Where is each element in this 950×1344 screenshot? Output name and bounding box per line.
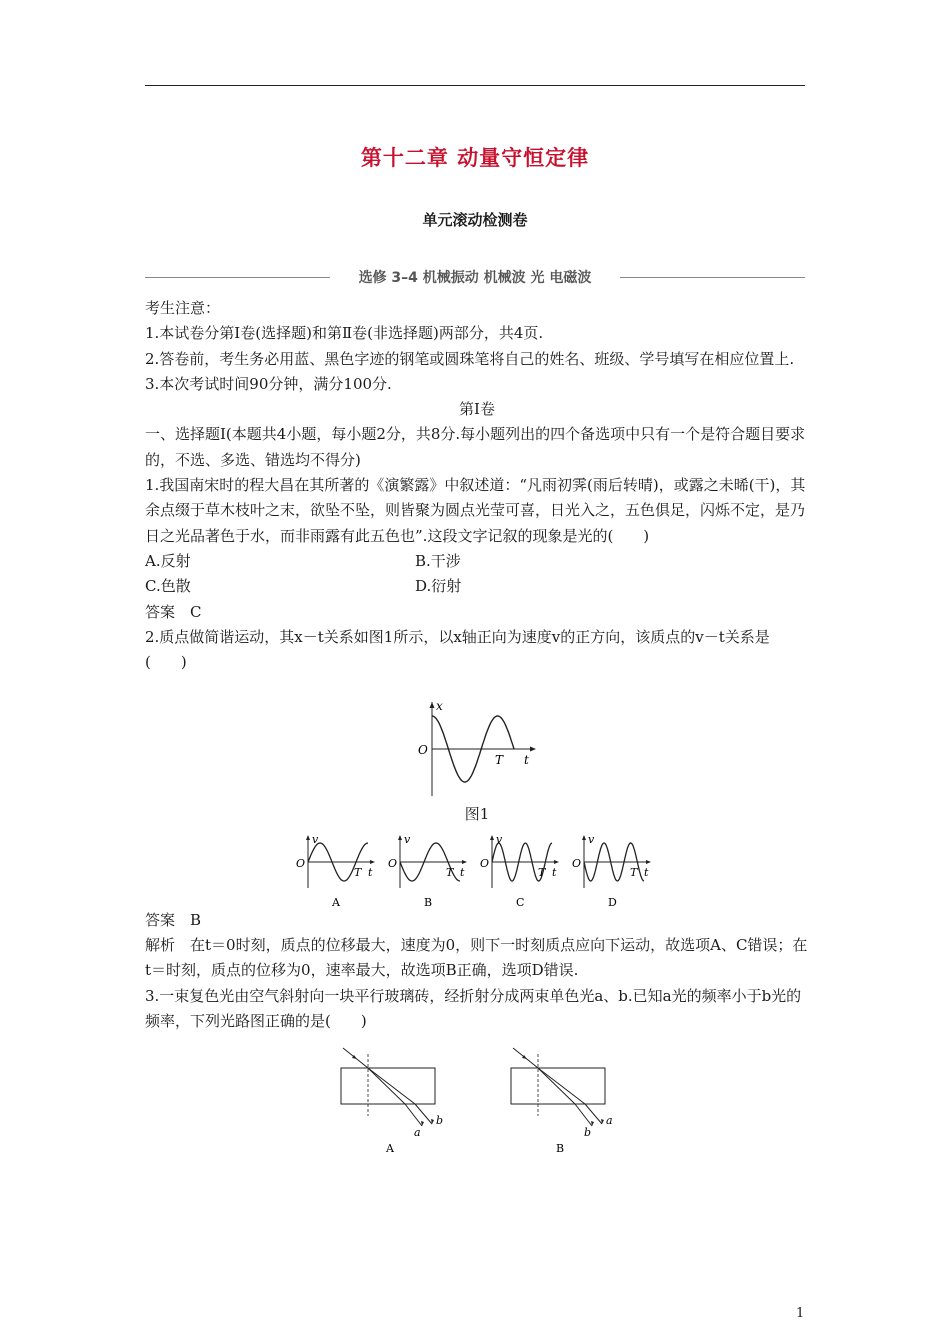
y-axis-label: v — [312, 833, 319, 846]
section-intro: 一、选择题Ⅰ(本题共4小题，每小题2分，共8分.每小题列出的四个备选项中只有一个是符合题目要求的，不选、多选、错选均不得分) — [145, 425, 806, 469]
question-1-answer: 答案 C — [145, 602, 202, 621]
question-2-analysis: 解析 在t＝0时刻，质点的位移最大，速度为0，则下一时刻质点应向下运动，故选项A、C错误；在t＝时刻，质点的位移为0，速率最大，故选项B正确，选项D错误. — [145, 936, 808, 980]
y-axis-arrow-icon — [582, 835, 586, 840]
x-axis-arrow-icon — [646, 860, 651, 864]
ray-label-right: b — [436, 1114, 444, 1127]
origin-label: O — [388, 857, 398, 870]
refracted-ray-a — [368, 1068, 405, 1104]
body-text — [145, 296, 809, 1034]
origin-label: O — [572, 857, 582, 870]
section-band — [145, 266, 805, 288]
origin-label: O — [480, 857, 490, 870]
option-a: A.反射 — [145, 551, 191, 570]
question-1-stem: 1.我国南宋时的程大昌在其所著的《演繁露》中叙述道：“凡雨初霁(雨后转晴)，或露之未晞(干)，其余点缀于草木枝叶之末，欲坠不坠，则皆聚为圆点光莹可喜，日光入之，五色俱足，闪烁不定，是乃日之光品著色于水，而非雨露有此五色也”.这段文字记叙的现象是光的( ) — [145, 476, 806, 545]
tick-label-t: T — [630, 866, 638, 879]
notice-item: 2.答卷前，考生务必用蓝、黑色字迹的钢笔或圆珠笔将自己的姓名、班级、学号填写在相应位置上. — [145, 349, 795, 368]
page-number: 1 — [796, 1306, 805, 1321]
x-axis-label: t — [460, 866, 465, 879]
tick-label-t: T — [495, 753, 504, 767]
question-1-options-row — [145, 574, 809, 599]
exit-ray-b — [575, 1104, 592, 1126]
figure-1 — [410, 696, 540, 804]
notice-item: 1.本试卷分第Ⅰ卷(选择题)和第Ⅱ卷(非选择题)两部分，共4页. — [145, 324, 544, 343]
x-axis-label: t — [552, 866, 557, 879]
origin-label: O — [418, 743, 428, 757]
y-axis-arrow-icon — [306, 835, 310, 840]
x-axis-label: t — [524, 753, 529, 767]
question-3-stem: 3.一束复色光由空气斜射向一块平行玻璃砖，经折射分成两束单色光a、b.已知a光的频率小于b光的频率，下列光路图正确的是( ) — [145, 986, 802, 1030]
part-title: 第Ⅰ卷 — [459, 400, 495, 419]
question-2-stem: 2.质点做简谐运动，其x－t关系如图1所示，以x轴正向为速度v的正方向，该质点的v－t关系是( ) — [145, 627, 770, 672]
section-rule-left — [145, 277, 330, 278]
x-axis-label: t — [644, 866, 649, 879]
y-axis-arrow-icon — [430, 702, 435, 708]
refracted-ray-b — [538, 1068, 575, 1104]
panel-label: B — [556, 1142, 565, 1155]
option-label: A — [332, 896, 340, 909]
question-1-options-row — [145, 549, 809, 574]
refracted-ray-a — [538, 1068, 585, 1104]
option-label: D — [608, 896, 617, 909]
figure-1-caption: 图1 — [464, 805, 490, 824]
refracted-ray-b — [368, 1068, 415, 1104]
prism-panel-a — [341, 1048, 443, 1155]
glass-slab — [511, 1068, 605, 1104]
glass-slab — [341, 1068, 435, 1104]
notice-heading: 考生注意： — [145, 299, 221, 317]
section-title: 选修 3–4 机械振动 机械波 光 电磁波 — [358, 270, 592, 286]
y-axis-label: x — [436, 699, 443, 713]
question-2-answer: 答案 B — [145, 910, 202, 929]
ray-label-right: a — [606, 1114, 613, 1127]
vt-option-a — [296, 833, 375, 909]
vt-option-c — [480, 833, 559, 909]
option-label: C — [516, 896, 525, 909]
chapter-title: 第十二章 动量守恒定律 — [360, 146, 590, 170]
y-axis-label: v — [496, 833, 503, 846]
notice-item: 3.本次考试时间90分钟，满分100分. — [145, 374, 392, 393]
option-b: B.干涉 — [415, 551, 461, 570]
x-axis-arrow-icon — [554, 860, 559, 864]
x-axis-label: t — [368, 866, 373, 879]
ray-label-left: b — [584, 1126, 592, 1139]
panel-label: A — [386, 1142, 394, 1155]
ray-label-left: a — [414, 1126, 421, 1139]
subtitle: 单元滚动检测卷 — [422, 211, 528, 229]
x-axis-arrow-icon — [462, 860, 467, 864]
figure-vt-options — [292, 832, 662, 916]
exit-ray-a — [405, 1104, 422, 1126]
y-axis-arrow-icon — [398, 835, 402, 840]
origin-label: O — [296, 857, 306, 870]
option-c: C.色散 — [145, 577, 191, 596]
vt-option-d — [572, 833, 651, 909]
y-axis-arrow-icon — [490, 835, 494, 840]
y-axis-label: v — [588, 833, 595, 846]
top-rule — [145, 85, 805, 86]
tick-label-t: T — [354, 866, 362, 879]
tick-label-t: T — [446, 866, 454, 879]
y-axis-label: v — [404, 833, 411, 846]
section-rule-right — [620, 277, 805, 278]
prism-panel-b — [511, 1048, 613, 1155]
option-label: B — [424, 896, 433, 909]
x-axis-arrow-icon — [370, 860, 375, 864]
x-axis-arrow-icon — [530, 747, 536, 752]
option-d: D.衍射 — [415, 577, 462, 596]
figure-prism-options — [325, 1044, 625, 1160]
vt-option-b — [388, 833, 467, 909]
tick-label-t: T — [538, 866, 546, 879]
